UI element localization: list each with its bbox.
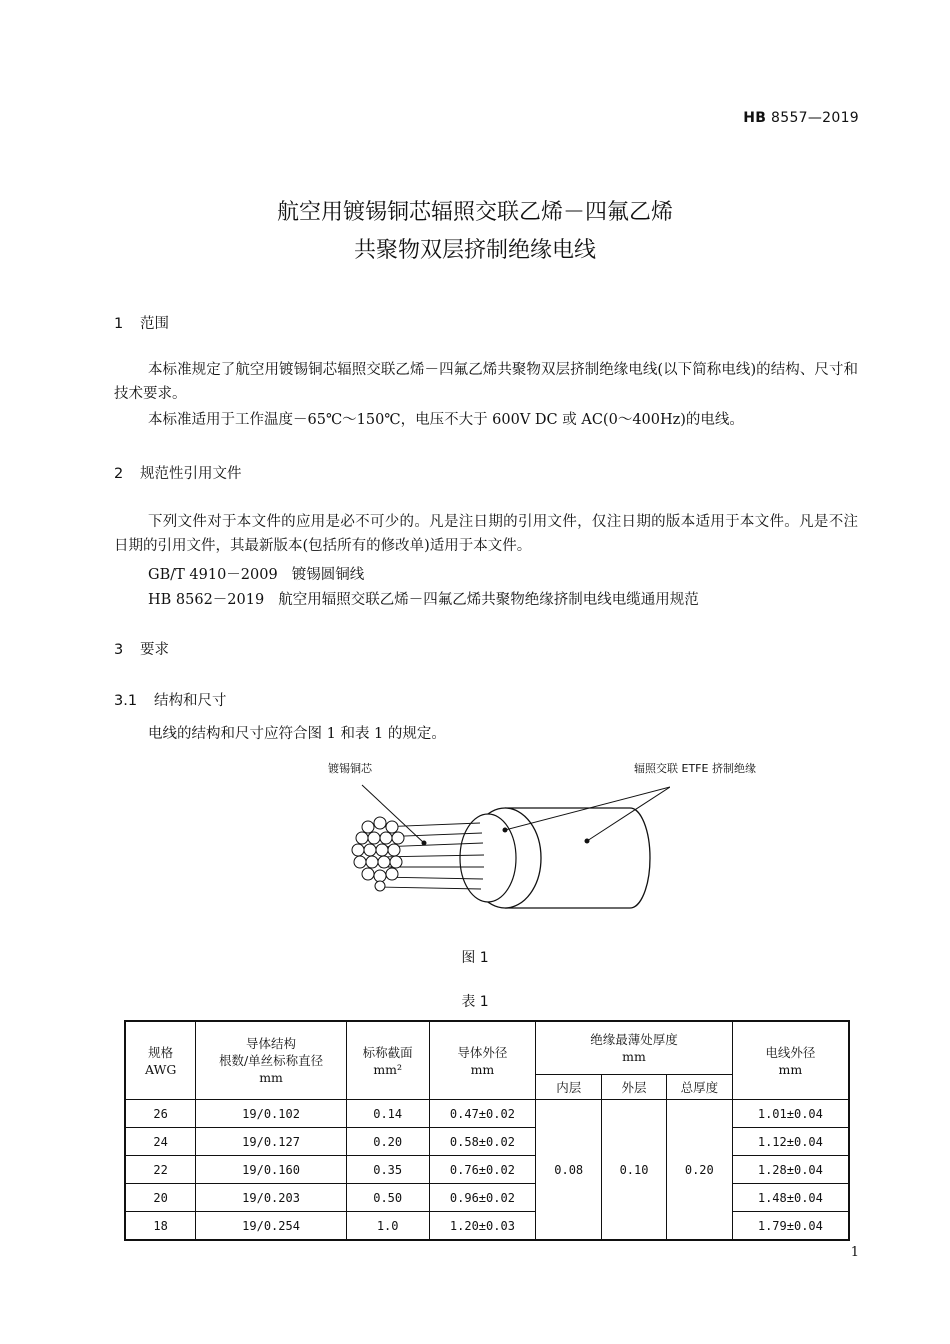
header-wire-od: 电线外径 mm xyxy=(732,1021,849,1100)
cell-wire-od: 1.79±0.04 xyxy=(732,1212,849,1241)
section-1-heading: 1 范围 xyxy=(114,316,169,332)
cell-awg: 26 xyxy=(125,1100,196,1128)
cell-conductor-od: 0.96±0.02 xyxy=(429,1184,536,1212)
cell-conductor-od: 0.58±0.02 xyxy=(429,1128,536,1156)
cell-strand: 19/0.254 xyxy=(196,1212,347,1241)
reference-1: GB/T 4910－2009 镀锡圆铜线 xyxy=(148,567,365,583)
cell-area: 0.35 xyxy=(346,1156,429,1184)
document-title-line1: 航空用镀锡铜芯辐照交联乙烯－四氟乙烯 xyxy=(276,200,673,225)
spec-table xyxy=(124,1020,850,1241)
standard-number: HB 8557—2019 xyxy=(743,110,859,126)
table-row xyxy=(125,1184,849,1212)
page-number: 1 xyxy=(850,1245,859,1260)
header-conductor-od: 导体外径 mm xyxy=(429,1021,536,1100)
header-area: 标称截面 mm² xyxy=(346,1021,429,1100)
cell-area: 0.20 xyxy=(346,1128,429,1156)
reference-2: HB 8562－2019 航空用辐照交联乙烯－四氟乙烯共聚物绝缘挤制电线电缆通用规范 xyxy=(148,592,699,608)
section-3-heading: 3 要求 xyxy=(114,642,169,658)
section-2-para-1: 下列文件对于本文件的应用是必不可少的。凡是注日期的引用文件，仅注日期的版本适用于本文件。凡是不注日期的引用文件，其最新版本(包括所有的修改单)适用于本文件。 xyxy=(114,514,858,554)
table-row xyxy=(125,1128,849,1156)
cell-wire-od: 1.12±0.04 xyxy=(732,1128,849,1156)
figure-label-core: 镀锡铜芯 xyxy=(328,762,372,775)
section-1-para-1: 本标准规定了航空用镀锡铜芯辐照交联乙烯－四氟乙烯共聚物双层挤制绝缘电线(以下简称电线)的结构、尺寸和技术要求。 xyxy=(114,362,858,402)
cell-awg: 20 xyxy=(125,1184,196,1212)
wire-cross-section-diagram xyxy=(340,775,670,915)
table-row xyxy=(125,1212,849,1241)
cell-awg: 18 xyxy=(125,1212,196,1241)
cell-area: 0.50 xyxy=(346,1184,429,1212)
section-1-para-2: 本标准适用于工作温度－65℃～150℃，电压不大于 600V DC 或 AC(0～400Hz)的电线。 xyxy=(148,412,744,428)
header-outer: 外层 xyxy=(602,1075,667,1100)
cell-area: 0.14 xyxy=(346,1100,429,1128)
header-gauge: 规格 AWG xyxy=(125,1021,196,1100)
figure-label-insulation: 辐照交联 ETFE 挤制绝缘 xyxy=(634,762,756,775)
table-row xyxy=(125,1100,849,1128)
figure-caption: 图 1 xyxy=(461,950,489,966)
section-2-heading: 2 规范性引用文件 xyxy=(114,466,242,482)
cell-wire-od: 1.28±0.04 xyxy=(732,1156,849,1184)
header-conductor: 导体结构 根数/单丝标称直径 mm xyxy=(196,1021,347,1100)
cell-conductor-od: 1.20±0.03 xyxy=(429,1212,536,1241)
header-inner: 内层 xyxy=(536,1075,602,1100)
document-title-line2: 共聚物双层挤制绝缘电线 xyxy=(353,238,596,263)
header-insulation: 绝缘最薄处厚度 mm xyxy=(536,1021,732,1075)
section-3-1-para: 电线的结构和尺寸应符合图 1 和表 1 的规定。 xyxy=(148,726,446,742)
header-total: 总厚度 xyxy=(666,1075,732,1100)
cell-awg: 24 xyxy=(125,1128,196,1156)
section-3-1-heading: 3.1 结构和尺寸 xyxy=(114,693,227,709)
cell-conductor-od: 0.47±0.02 xyxy=(429,1100,536,1128)
cell-wire-od: 1.01±0.04 xyxy=(732,1100,849,1128)
cell-outer: 0.10 xyxy=(602,1100,667,1241)
cell-total: 0.20 xyxy=(666,1100,732,1241)
cell-inner: 0.08 xyxy=(536,1100,602,1241)
cell-conductor-od: 0.76±0.02 xyxy=(429,1156,536,1184)
cell-area: 1.0 xyxy=(346,1212,429,1241)
cell-strand: 19/0.102 xyxy=(196,1100,347,1128)
cell-strand: 19/0.160 xyxy=(196,1156,347,1184)
cell-awg: 22 xyxy=(125,1156,196,1184)
cell-strand: 19/0.127 xyxy=(196,1128,347,1156)
cell-strand: 19/0.203 xyxy=(196,1184,347,1212)
table-caption: 表 1 xyxy=(461,994,489,1010)
cell-wire-od: 1.48±0.04 xyxy=(732,1184,849,1212)
table-row xyxy=(125,1156,849,1184)
